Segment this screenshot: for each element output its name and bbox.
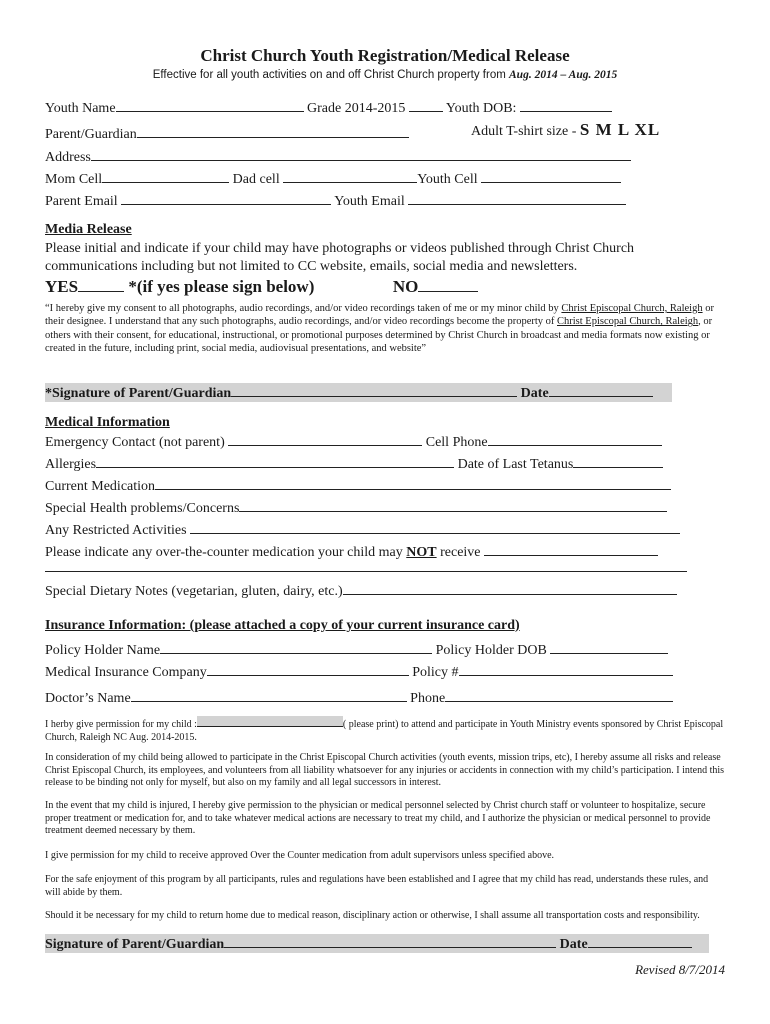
parent-row bbox=[45, 124, 409, 143]
current-medication-label: Current Medication bbox=[45, 479, 156, 494]
special-health-label: Special Health problems/Concerns bbox=[45, 501, 240, 516]
dad-cell-label: Dad cell bbox=[232, 172, 280, 187]
policy-number-label: Policy # bbox=[412, 665, 459, 680]
parent-guardian-field[interactable] bbox=[137, 124, 409, 138]
cell-phone-field[interactable] bbox=[488, 432, 662, 446]
consent-paragraph bbox=[45, 302, 717, 356]
allergies-row bbox=[45, 454, 663, 473]
revised-date: Revised 8/7/2014 bbox=[635, 962, 725, 977]
emergency-contact-label: Emergency Contact (not parent) bbox=[45, 435, 225, 450]
consent-text-c: , or others with their consent, for educational, instructional, or promotional purposes determined by Christ Church in broadcast and media formats now existing or created in the future, including print, social media, audiovisual presentations, and website” bbox=[45, 316, 713, 355]
consent-church-b: Christ Episcopal Church, Raleigh bbox=[557, 316, 699, 328]
insurance-heading: Insurance Information: (please attached a copy of your current insurance card) bbox=[45, 618, 520, 633]
media-signature-field[interactable] bbox=[231, 383, 517, 397]
consent-text-b: or their designee. I understand that any such photographs, audio recordings, and/or video recordings become the property of bbox=[45, 303, 714, 328]
cell-phone-label: Cell Phone bbox=[425, 435, 488, 450]
sign-below-note: *(if yes please sign below) bbox=[128, 277, 315, 296]
otc-label: Please indicate any over-the-counter medication your child may bbox=[45, 545, 403, 560]
mom-cell-field[interactable] bbox=[102, 169, 229, 183]
youth-dob-field[interactable] bbox=[520, 98, 612, 112]
medication-row bbox=[45, 476, 671, 495]
tshirt-label: Adult T-shirt size - bbox=[471, 124, 577, 139]
doctor-field[interactable] bbox=[131, 688, 407, 702]
form-title: Christ Church Youth Registration/Medical Release bbox=[200, 46, 570, 65]
cell-row bbox=[45, 169, 621, 188]
company-row bbox=[45, 662, 673, 681]
phone-label: Phone bbox=[410, 691, 446, 706]
permission-paragraph bbox=[45, 716, 725, 744]
youth-cell-label: Youth Cell bbox=[417, 172, 478, 187]
permission-text-b: ( please print) to attend and participate in Youth Ministry events sponsored by Christ Episcopal Church, Raleigh NC Aug. 2014-2015. bbox=[45, 719, 724, 743]
youth-name-label: Youth Name bbox=[45, 101, 116, 116]
consent-text-a: “I hereby give my consent to all photographs, audio recordings, and/or video recordings taken of me or my minor child by bbox=[45, 303, 559, 314]
transport-paragraph: Should it be necessary for my child to return home due to medical reason, disciplinary action or otherwise, I shall assume all transportation costs and responsibility. bbox=[45, 910, 700, 921]
mom-cell-label: Mom Cell bbox=[45, 172, 103, 187]
policy-holder-dob-field[interactable] bbox=[550, 640, 668, 654]
tshirt-row bbox=[471, 121, 660, 140]
media-instruction: Please initial and indicate if your child may have photographs or videos published through Christ Church communications including but not limited to CC website, emails, social media and newsletters. bbox=[45, 241, 635, 274]
subtitle-text: Effective for all youth activities on and off Christ Church property from bbox=[152, 69, 506, 81]
policy-holder-row bbox=[45, 640, 668, 659]
dietary-row bbox=[45, 581, 677, 600]
parent-email-label: Parent Email bbox=[45, 194, 118, 209]
email-row bbox=[45, 191, 626, 210]
media-date-field[interactable] bbox=[549, 383, 653, 397]
insurance-company-label: Medical Insurance Company bbox=[45, 665, 207, 680]
rules-paragraph: For the safe enjoyment of this program by all participants, rules and regulations have been established and I agree that my child has read, understands these rules, and will abide by them. bbox=[45, 874, 709, 898]
allergies-field[interactable] bbox=[96, 454, 454, 468]
permission-text-a: I herby give permission for my child : bbox=[45, 719, 197, 730]
form-subtitle bbox=[0, 69, 770, 81]
dietary-label: Special Dietary Notes (vegetarian, gluten, dairy, etc.) bbox=[45, 584, 343, 599]
doctor-label: Doctor’s Name bbox=[45, 691, 131, 706]
yes-label: YES bbox=[45, 277, 79, 296]
parent-email-field[interactable] bbox=[121, 191, 331, 205]
media-release-heading: Media Release bbox=[45, 222, 132, 237]
otc-field-line2[interactable] bbox=[45, 558, 687, 572]
consent-church-a: Christ Episcopal Church, Raleigh bbox=[561, 303, 703, 314]
otc-receive: receive bbox=[440, 545, 481, 560]
final-date-field[interactable] bbox=[588, 934, 692, 948]
policy-holder-field[interactable] bbox=[160, 640, 432, 654]
address-label: Address bbox=[45, 150, 91, 165]
no-initial-field[interactable] bbox=[418, 277, 478, 292]
parent-guardian-label: Parent/Guardian bbox=[45, 127, 137, 142]
youth-name-row bbox=[45, 98, 612, 117]
otc-not: NOT bbox=[406, 545, 437, 560]
doctor-row bbox=[45, 688, 673, 707]
restricted-label: Any Restricted Activities bbox=[45, 523, 187, 538]
policy-holder-label: Policy Holder Name bbox=[45, 643, 161, 658]
youth-cell-field[interactable] bbox=[481, 169, 621, 183]
allergies-label: Allergies bbox=[45, 457, 97, 472]
emergency-contact-field[interactable] bbox=[228, 432, 422, 446]
youth-dob-label: Youth DOB: bbox=[445, 101, 517, 116]
otc-field[interactable] bbox=[484, 542, 658, 556]
insurance-company-field[interactable] bbox=[207, 662, 409, 676]
no-label: NO bbox=[392, 277, 419, 296]
child-name-print-field[interactable] bbox=[197, 716, 343, 727]
medical-heading: Medical Information bbox=[45, 415, 170, 430]
grade-label: Grade 2014-2015 bbox=[307, 101, 406, 116]
otc-continuation-row bbox=[45, 558, 687, 577]
subtitle-dates: Aug. 2014 – Aug. 2015 bbox=[509, 69, 618, 81]
dad-cell-field[interactable] bbox=[283, 169, 417, 183]
final-date-label: Date bbox=[559, 937, 588, 952]
phone-field[interactable] bbox=[445, 688, 673, 702]
otc-permission-paragraph: I give permission for my child to receive approved Over the Counter medication from adult supervisors unless specified above. bbox=[45, 850, 555, 861]
special-health-row bbox=[45, 498, 667, 517]
youth-email-label: Youth Email bbox=[334, 194, 405, 209]
current-medication-field[interactable] bbox=[155, 476, 671, 490]
treatment-paragraph: In the event that my child is injured, I hereby give permission to the physician or medical personnel selected by Christ church staff or volunteer to hospitalize, secure proper treatment or medication for, and to take whatever medical actions are necessary to treat my child, and I authorize the physician or medical personnel to provide treatment deemed necessary by them. bbox=[45, 800, 711, 836]
media-signature-label: *Signature of Parent/Guardian bbox=[45, 386, 232, 401]
special-health-field[interactable] bbox=[239, 498, 667, 512]
tetanus-label: Date of Last Tetanus bbox=[457, 457, 574, 472]
final-signature-row bbox=[45, 934, 709, 953]
grade-field[interactable] bbox=[409, 98, 443, 112]
address-row bbox=[45, 147, 631, 166]
policy-holder-dob-label: Policy Holder DOB bbox=[435, 643, 547, 658]
dietary-field[interactable] bbox=[343, 581, 677, 595]
final-signature-label: Signature of Parent/Guardian bbox=[45, 937, 225, 952]
tshirt-sizes[interactable]: S M L XL bbox=[579, 120, 661, 139]
yes-initial-field[interactable] bbox=[78, 277, 124, 292]
yes-no-row bbox=[45, 277, 478, 297]
release-paragraph: In consideration of my child being allowed to participate in the Christ Episcopal Church activities (youth events, mission trips, etc), I hereby assume all risks and release Christ Episcopal Church, its employees, and volunteers from all liability whatsoever for any injuries or accidents in connection with my child’s participation. I intend this release to be binding not only for myself, but also on my family and all legal successors in interest. bbox=[45, 752, 725, 788]
address-field[interactable] bbox=[91, 147, 631, 161]
final-signature-field[interactable] bbox=[224, 934, 556, 948]
restricted-field[interactable] bbox=[190, 520, 680, 534]
policy-number-field[interactable] bbox=[459, 662, 673, 676]
emergency-row bbox=[45, 432, 662, 451]
tetanus-field[interactable] bbox=[573, 454, 663, 468]
media-date-label: Date bbox=[520, 386, 549, 401]
media-signature-row bbox=[45, 383, 672, 402]
youth-name-field[interactable] bbox=[116, 98, 304, 112]
restricted-row bbox=[45, 520, 680, 539]
youth-email-field[interactable] bbox=[408, 191, 626, 205]
